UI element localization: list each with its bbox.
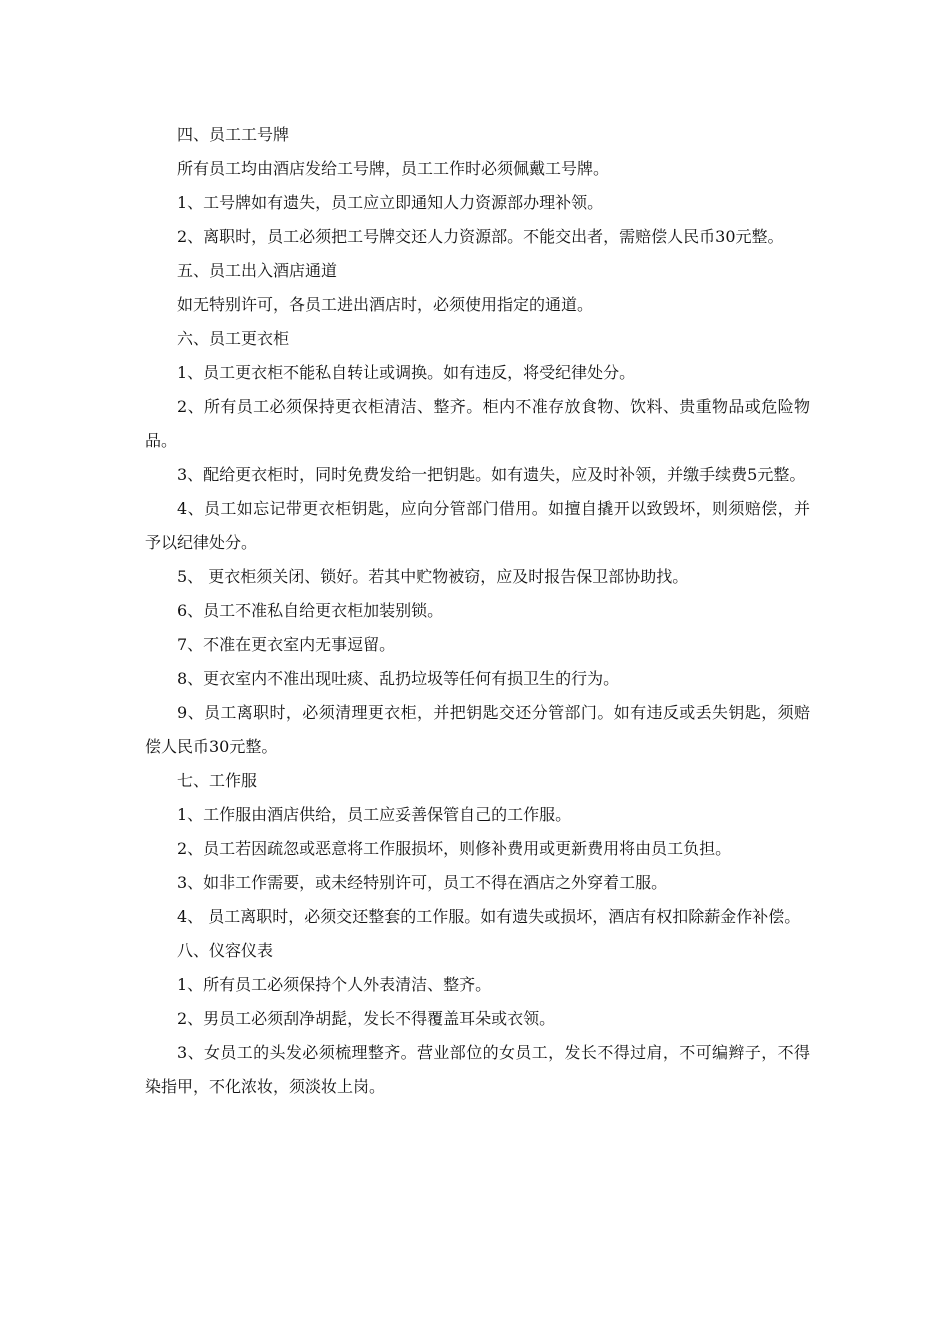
section-heading-uniform: 七、工作服 bbox=[177, 771, 258, 790]
paragraph: 7、不准在更衣室内无事逗留。 bbox=[177, 635, 396, 654]
paragraph: 8、更衣室内不准出现吐痰、乱扔垃圾等任何有损卫生的行为。 bbox=[177, 669, 620, 688]
paragraph: 4、 员工离职时，必须交还整套的工作服。如有遗失或损坏，酒店有权扣除薪金作补偿。 bbox=[177, 907, 801, 926]
paragraph: 3、如非工作需要，或未经特别许可，员工不得在酒店之外穿着工服。 bbox=[177, 873, 668, 892]
paragraph: 1、工作服由酒店供给，员工应妥善保管自己的工作服。 bbox=[177, 805, 572, 824]
paragraph: 5、 更衣柜须关闭、锁好。若其中贮物被窃，应及时报告保卫部协助找。 bbox=[177, 567, 689, 586]
paragraph: 1、员工更衣柜不能私自转让或调换。如有违反，将受纪律处分。 bbox=[177, 363, 636, 382]
paragraph: 2、男员工必须刮净胡髭，发长不得覆盖耳朵或衣领。 bbox=[177, 1009, 556, 1028]
section-heading-locker: 六、员工更衣柜 bbox=[177, 329, 290, 348]
paragraph: 3、配给更衣柜时，同时免费发给一把钥匙。如有遗失，应及时补领，并缴手续费5元整。 bbox=[177, 465, 806, 484]
paragraph: 9、员工离职时，必须清理更衣柜，并把钥匙交还分管部门。如有违反或丢失钥匙，须赔偿人民币30元整。 bbox=[145, 703, 810, 756]
paragraph: 3、女员工的头发必须梳理整齐。营业部位的女员工，发长不得过肩，不可编辫子，不得染指甲，不化浓妆，须淡妆上岗。 bbox=[145, 1043, 810, 1096]
section-heading-appearance: 八、仪容仪表 bbox=[177, 941, 274, 960]
paragraph: 2、离职时，员工必须把工号牌交还人力资源部。不能交出者，需赔偿人民币30元整。 bbox=[177, 227, 784, 246]
paragraph: 6、员工不准私自给更衣柜加装别锁。 bbox=[177, 601, 444, 620]
paragraph: 1、工号牌如有遗失，员工应立即通知人力资源部办理补领。 bbox=[177, 193, 604, 212]
paragraph: 所有员工均由酒店发给工号牌，员工工作时必须佩戴工号牌。 bbox=[177, 159, 610, 178]
paragraph: 2、员工若因疏忽或恶意将工作服损坏，则修补费用或更新费用将由员工负担。 bbox=[177, 839, 732, 858]
paragraph: 2、所有员工必须保持更衣柜清洁、整齐。柜内不准存放食物、饮料、贵重物品或危险物品。 bbox=[145, 397, 810, 450]
section-heading-passage: 五、员工出入酒店通道 bbox=[177, 261, 338, 280]
paragraph: 1、所有员工必须保持个人外表清洁、整齐。 bbox=[177, 975, 492, 994]
paragraph: 4、员工如忘记带更衣柜钥匙，应向分管部门借用。如擅自撬开以致毁坏，则须赔偿，并予以纪律处分。 bbox=[145, 499, 810, 552]
paragraph: 如无特别许可，各员工进出酒店时，必须使用指定的通道。 bbox=[177, 295, 594, 314]
document-page bbox=[145, 118, 810, 1104]
section-heading-badge: 四、员工工号牌 bbox=[177, 125, 290, 144]
